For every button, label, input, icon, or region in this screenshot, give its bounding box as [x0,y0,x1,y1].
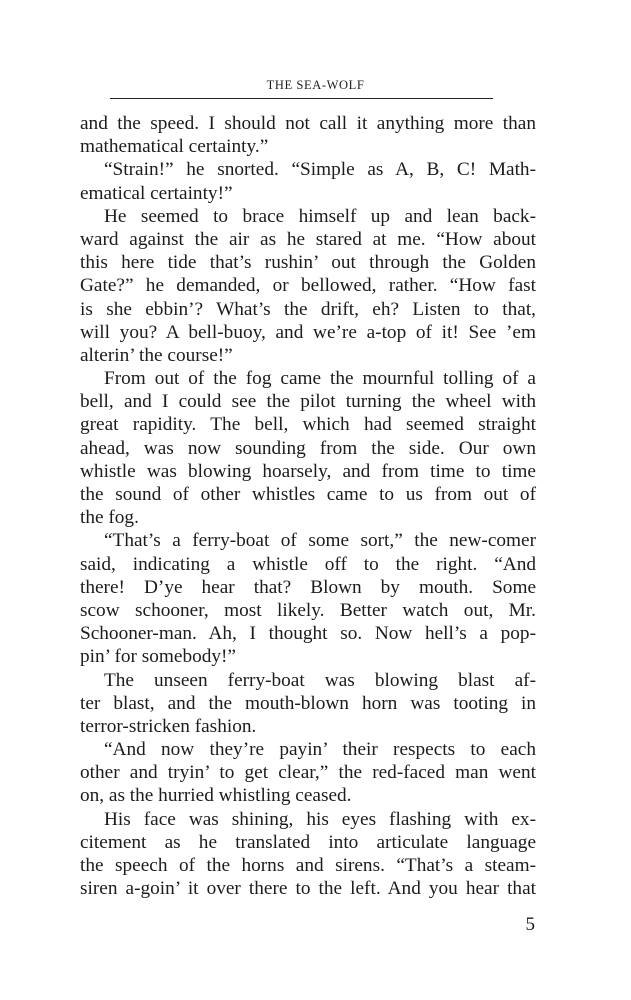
text-line: this here tide that’s rushin’ out through the Golden [80,252,536,274]
running-head: THE SEA-WOLF [266,78,365,92]
text-line: “That’s a ferry-boat of some sort,” the new-comer [104,530,536,552]
text-line: the speech of the horns and sirens. “That’s a steam- [80,855,536,876]
text-line: scow schooner, most likely. Better watch out, Mr. [80,599,536,621]
body-text [80,112,536,900]
text-line: From out of the fog came the mournful tolling of a [104,368,536,390]
text-line: “And now they’re payin’ their respects to each [104,739,536,761]
header-rule [110,98,493,99]
text-line: bell, and I could see the pilot turning the wheel with [80,391,536,413]
text-line: ward against the air as he stared at me. “How about [80,228,536,250]
text-line: the fog. [80,507,139,529]
text-line: said, indicating a whistle off to the right. “And [80,553,536,575]
text-line: the sound of other whistles came to us from out of [80,484,536,505]
text-line: The unseen ferry-boat was blowing blast af- [104,669,536,691]
text-line: alterin’ the course!” [80,344,233,366]
text-line: “Strain!” he snorted. “Simple as A, B, C! Math- [104,159,536,181]
text-line: terror-stricken fashion. [80,715,257,737]
text-line: mathematical certainty.” [80,136,269,158]
text-line: great rapidity. The bell, which had seemed straight [80,414,536,436]
text-line: Gate?” he demanded, or bellowed, rather. “How fast [80,275,536,297]
page-number: 5 [525,914,535,935]
text-line: is she ebbin’? What’s the drift, eh? Listen to that, [80,298,536,320]
text-line: there! D’ye hear that? Blown by mouth. Some [80,576,536,598]
text-line: ter blast, and the mouth-blown horn was tooting in [80,692,536,714]
text-line: Schooner-man. Ah, I thought so. Now hell’s a pop- [80,623,536,645]
text-line: whistle was blowing hoarsely, and from time to time [80,460,536,482]
text-line: He seemed to brace himself up and lean back- [104,205,536,227]
text-line: and the speed. I should not call it anything more than [80,113,536,134]
text-line: His face was shining, his eyes flashing with ex- [104,808,536,830]
text-line: ematical certainty!” [80,182,233,204]
text-line: ahead, was now sounding from the side. Our own [80,437,536,459]
text-line: on, as the hurried whistling ceased. [80,785,352,807]
text-line: will you? A bell-buoy, and we’re a-top of it! See ’em [80,321,536,343]
text-line: other and tryin’ to get clear,” the red-faced man went [80,762,536,784]
text-line: pin’ for somebody!” [80,646,236,668]
text-line: citement as he translated into articulate language [80,831,536,853]
text-line: siren a-goin’ it over there to the left. And you hear that [80,878,536,900]
